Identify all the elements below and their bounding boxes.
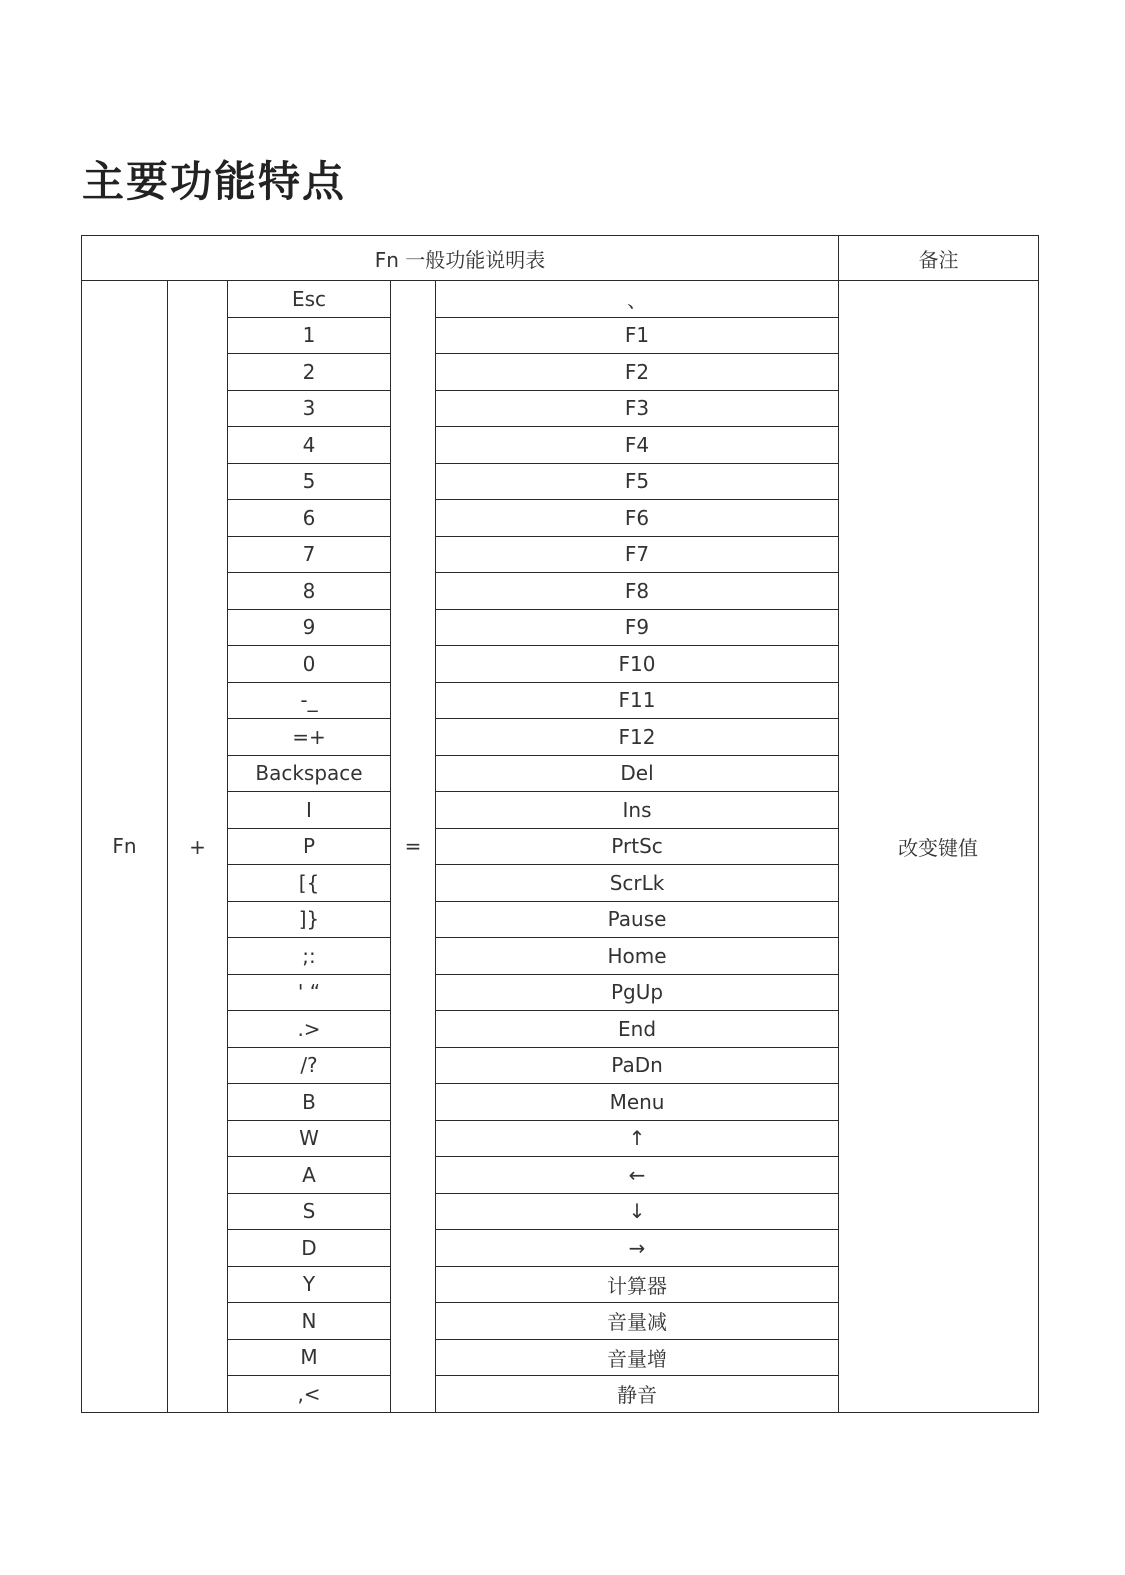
key-cell: 7 — [228, 536, 391, 573]
function-cell: F9 — [436, 609, 839, 646]
function-cell: ↑ — [436, 1120, 839, 1157]
key-cell: .> — [228, 1011, 391, 1048]
key-cell: ]} — [228, 901, 391, 938]
key-cell: ,< — [228, 1376, 391, 1413]
key-cell: W — [228, 1120, 391, 1157]
function-cell: 音量减 — [436, 1303, 839, 1340]
function-cell: Pause — [436, 901, 839, 938]
key-cell: P — [228, 828, 391, 865]
key-cell: A — [228, 1157, 391, 1194]
key-cell: =+ — [228, 719, 391, 756]
function-cell: PgUp — [436, 974, 839, 1011]
table-header-note: 备注 — [839, 236, 1039, 281]
table-row — [82, 281, 1039, 318]
key-cell: Backspace — [228, 755, 391, 792]
function-cell: F12 — [436, 719, 839, 756]
key-cell: 9 — [228, 609, 391, 646]
table-body — [82, 281, 1039, 1413]
key-cell: [{ — [228, 865, 391, 902]
function-cell: Del — [436, 755, 839, 792]
key-cell: I — [228, 792, 391, 829]
key-cell: Y — [228, 1266, 391, 1303]
function-cell: ← — [436, 1157, 839, 1194]
key-cell: -_ — [228, 682, 391, 719]
key-cell: 3 — [228, 390, 391, 427]
function-cell: F2 — [436, 354, 839, 391]
key-cell: /? — [228, 1047, 391, 1084]
function-cell: F3 — [436, 390, 839, 427]
fn-function-table — [81, 235, 1039, 1413]
function-cell: F5 — [436, 463, 839, 500]
key-cell: 6 — [228, 500, 391, 537]
table-header-row — [82, 236, 1039, 281]
function-cell: F8 — [436, 573, 839, 610]
function-cell: F4 — [436, 427, 839, 464]
function-cell: F7 — [436, 536, 839, 573]
table-header-title: Fn 一般功能说明表 — [82, 236, 839, 281]
function-cell: 音量增 — [436, 1339, 839, 1376]
key-cell: 2 — [228, 354, 391, 391]
key-cell: N — [228, 1303, 391, 1340]
function-cell: PaDn — [436, 1047, 839, 1084]
function-cell: PrtSc — [436, 828, 839, 865]
function-cell: → — [436, 1230, 839, 1267]
function-cell: Home — [436, 938, 839, 975]
function-cell: F6 — [436, 500, 839, 537]
note-cell: 改变键值 — [839, 281, 1039, 1413]
key-cell: M — [228, 1339, 391, 1376]
equals-sign-cell: = — [391, 281, 436, 1413]
function-cell: ↓ — [436, 1193, 839, 1230]
key-cell: 0 — [228, 646, 391, 683]
function-cell: Menu — [436, 1084, 839, 1121]
key-cell: 1 — [228, 317, 391, 354]
page-title: 主要功能特点 — [82, 157, 347, 206]
function-cell: 计算器 — [436, 1266, 839, 1303]
function-cell: ScrLk — [436, 865, 839, 902]
function-cell: Ins — [436, 792, 839, 829]
key-cell: 8 — [228, 573, 391, 610]
key-cell: ;: — [228, 938, 391, 975]
function-cell: 、 — [436, 281, 839, 318]
key-cell: 5 — [228, 463, 391, 500]
key-cell: 4 — [228, 427, 391, 464]
plus-sign-cell: + — [168, 281, 228, 1413]
key-cell: B — [228, 1084, 391, 1121]
function-cell: End — [436, 1011, 839, 1048]
key-cell: S — [228, 1193, 391, 1230]
function-cell: F1 — [436, 317, 839, 354]
modifier-key-cell: Fn — [82, 281, 168, 1413]
key-cell: D — [228, 1230, 391, 1267]
function-cell: F11 — [436, 682, 839, 719]
key-cell: ' “ — [228, 974, 391, 1011]
function-cell: 静音 — [436, 1376, 839, 1413]
function-cell: F10 — [436, 646, 839, 683]
key-cell: Esc — [228, 281, 391, 318]
